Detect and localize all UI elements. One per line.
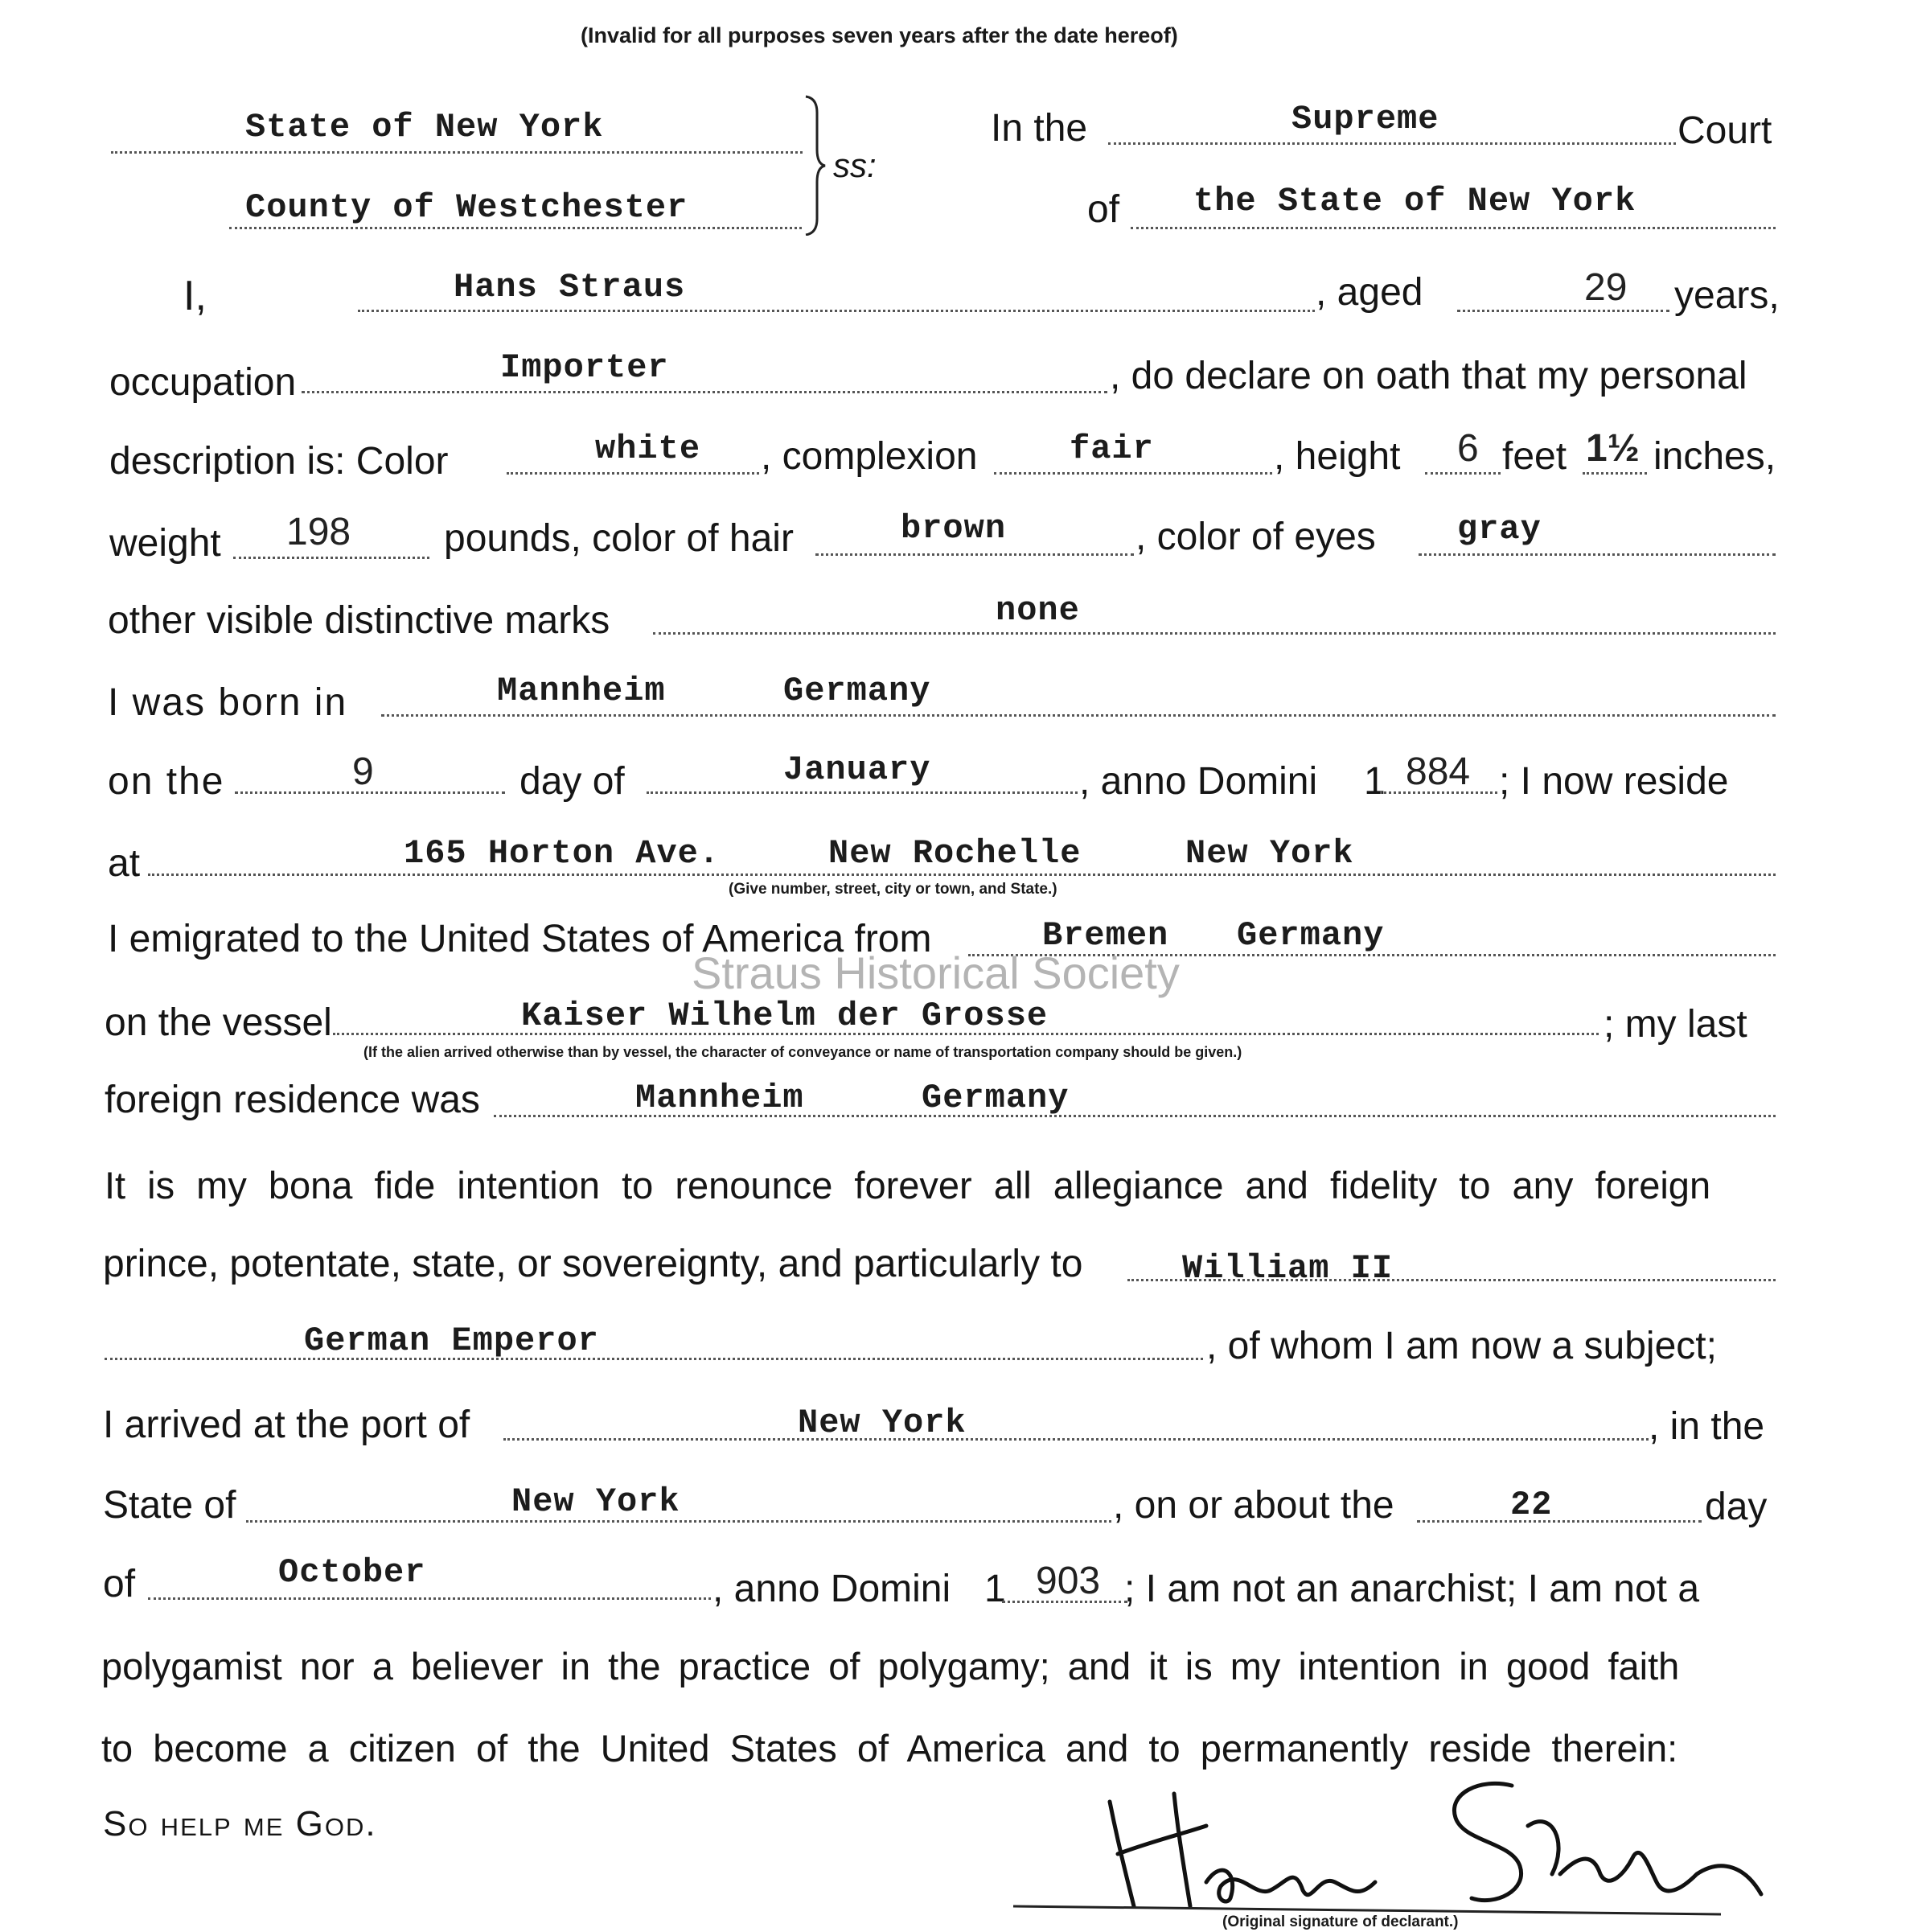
color-line [507,472,759,475]
declarant-age: 29 [1584,266,1628,309]
venue-brace [803,95,827,236]
pronoun-i: I, [183,273,207,319]
oath-line-2: to become a citizen of the United States of America and to permanently reside therein: [101,1727,1678,1770]
sovereign-name: William II [1182,1249,1394,1288]
declarant-name: Hans Straus [454,268,686,306]
of-label: of [1087,188,1120,231]
watermark: Straus Historical Society [692,948,1180,998]
marks-value: none [996,591,1080,630]
eyes-line [1419,553,1776,556]
validity-note: (Invalid for all purposes seven years after the date hereof) [581,23,1178,47]
birth-city: Mannheim [497,672,666,710]
day-label: day [1705,1486,1768,1528]
subject-text: , of whom I am now a subject; [1206,1325,1717,1367]
ss-mark: ss: [833,146,877,184]
port-line [503,1438,1649,1441]
residence-city: New Rochelle [828,834,1082,873]
feet-label: feet [1502,435,1567,478]
height-label: , height [1274,435,1401,478]
in-the-state-label: , in the [1649,1405,1765,1448]
foreign-country: Germany [922,1079,1070,1117]
pounds-label: pounds, color of hair [444,517,794,560]
color-value: white [595,430,701,468]
hair-line [815,553,1134,556]
sovereign-title: German Emperor [304,1322,599,1360]
in-the-label: In the [991,107,1088,150]
eyes-value: gray [1457,510,1542,549]
day-of-label: day of [519,760,625,803]
birth-year-prefix: 1 [1364,760,1386,803]
reside-label: ; I now reside [1499,760,1729,803]
oath-closing: So help me God. [103,1804,377,1844]
name-line [358,310,1315,312]
anarchist-text: ; I am not an anarchist; I am not a [1124,1568,1700,1610]
birth-anno-label: , anno Domini [1079,760,1318,803]
weight-line [233,557,429,559]
eyes-label: , color of eyes [1135,516,1376,558]
aged-label: , aged [1316,271,1423,314]
hair-value: brown [901,509,1007,548]
inches-label: inches, [1653,435,1776,478]
court-state: the State of New York [1193,182,1636,220]
arrival-day-line [1417,1520,1702,1523]
venue-county: County of Westchester [245,188,688,227]
residence-state: New York [1185,834,1354,873]
marks-label: other visible distinctive marks [108,599,610,642]
residence-address: 165 Horton Ave. [404,834,721,873]
born-label: I was born in [108,681,348,724]
birth-year: 884 [1406,750,1471,793]
emigrated-country: Germany [1237,916,1385,955]
court-label: Court [1677,109,1772,152]
arrival-year: 903 [1036,1560,1101,1602]
declare-text: , do declare on oath that my personal [1110,355,1747,397]
arrival-day: 22 [1510,1486,1553,1524]
at-label: at [108,842,141,885]
vessel-name: Kaiser Wilhelm der Grosse [521,997,1049,1035]
height-inches: 1½ [1586,427,1640,470]
my-last-label: ; my last [1604,1003,1747,1046]
vessel-label: on the vessel [105,1001,332,1044]
emigrated-label: I emigrated to the United States of America from [108,918,932,960]
weight-label: weight [109,522,221,565]
court-state-line [1131,227,1776,229]
occupation-label: occupation [109,361,297,404]
birth-day: 9 [352,750,374,793]
allegiance-line-1: It is my bona fide intention to renounce forever all allegiance and fidelity to any foreign [105,1164,1711,1206]
birth-country: Germany [783,672,931,710]
weight-value: 198 [286,511,351,553]
declarant-signature [997,1778,1769,1922]
arrival-year-prefix: 1 [984,1568,1006,1610]
birth-month-line [647,791,1078,794]
arrival-month-line [148,1597,711,1600]
venue-state-line [111,151,803,154]
arrival-state: New York [511,1482,680,1521]
years-label: years, [1674,274,1780,317]
arrival-port: New York [798,1404,967,1442]
birth-month: January [783,750,931,789]
port-label: I arrived at the port of [103,1404,470,1446]
venue-county-line [229,227,802,229]
court-name: Supreme [1291,100,1439,138]
court-line [1108,142,1676,145]
signature-caption: (Original signature of declarant.) [1222,1914,1459,1930]
arrival-anno-label: , anno Domini [712,1568,951,1610]
residence-hint: (Give number, street, city or town, and State.) [729,881,1057,898]
complexion-label: , complexion [761,435,978,478]
complexion-value: fair [1070,430,1154,468]
foreign-residence-label: foreign residence was [105,1079,480,1121]
venue-state: State of New York [245,108,604,146]
height-inches-line [1583,472,1647,475]
marks-line [653,632,1776,635]
complexion-line [994,472,1272,475]
about-label: , on or about the [1113,1484,1394,1527]
of-month-label: of [103,1563,136,1605]
born-line [381,714,1776,717]
vessel-hint: (If the alien arrived otherwise than by vessel, the character of conveyance or name of transportation company should be given.) [363,1044,1242,1060]
allegiance-line-2: prince, potentate, state, or sovereignty, and particularly to [103,1243,1083,1285]
on-the-label: on the [108,760,225,803]
occupation-value: Importer [500,348,669,387]
sovereign-title-line [105,1358,1203,1360]
description-label: description is: Color [109,440,449,483]
residence-line [148,874,1776,876]
height-feet: 6 [1457,427,1479,470]
foreign-city: Mannheim [635,1079,804,1117]
occupation-line [302,391,1107,393]
state-of-label: State of [103,1484,236,1527]
age-line [1457,310,1669,312]
height-feet-line [1425,472,1501,475]
arrival-month: October [278,1553,426,1592]
oath-line-1: polygamist nor a believer in the practice of polygamy; and it is my intention in good faith [101,1645,1680,1687]
emigrated-city: Bremen [1042,916,1169,955]
